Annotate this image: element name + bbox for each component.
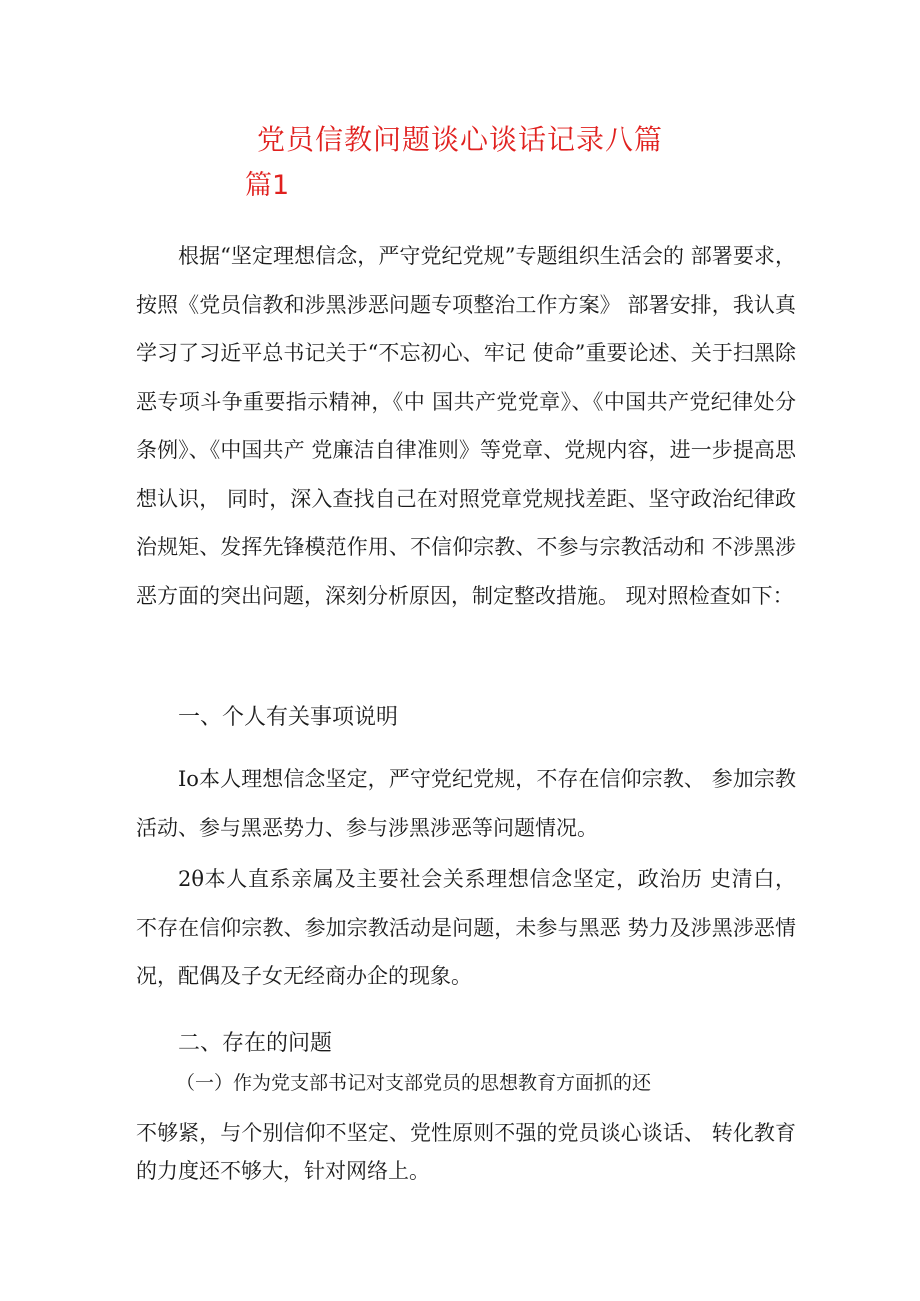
subsection-body-1: 不够紧，与个别信仰不坚定、党性原则不强的党员谈心谈话、 转化教育的力度还不够大，针对网络上。	[136, 1121, 796, 1183]
subsection-heading-1: （一）作为党支部书记对支部党员的思想教育方面抓的还	[176, 1072, 652, 1094]
intro-paragraph: 根据“坚定理想信念，严守党纪党规”专题组织生活会的 部署要求，按照《党员信教和涉黑涉恶问题专项整治工作方案》 部署安排，我认真学习了习近平总书记关于“不忘初心、牢记 使命”重要论述、关于扫黑除恶专项斗争重要指示精神，《中 国共产党党章》、《中国共产党纪律处分条例》、《中国共产 党廉洁自律准则》等党章、党规内容，进一步提高思想认识， 同时，深入查找自己在对照党章党规找差距、坚守政治纪律政 治规矩、发挥先锋模范作用、不信仰宗教、不参与宗教活动和 不涉黑涉恶方面的突出问题，深刻分析原因，制定整改措施。 现对照检查如下：	[136, 244, 796, 608]
section-heading-2: 二、存在的问题	[178, 1031, 333, 1056]
document-title: 党员信教问题谈心谈话记录八篇	[256, 123, 663, 156]
chapter-label: 篇1	[245, 170, 290, 201]
item-1-paragraph: Io本人理想信念坚定，严守党纪党规，不存在信仰宗教、 参加宗教活动、参与黑恶势力、参与涉黑涉恶等问题情况。	[136, 767, 796, 840]
item-2-paragraph: 2θ本人直系亲属及主要社会关系理想信念坚定，政治历 史清白，不存在信仰宗教、参加宗教活动是问题，未参与黑恶 势力及涉黑涉恶情况，配偶及子女无经商办企的现象。	[136, 867, 796, 988]
section-heading-1: 一、个人有关事项说明	[178, 705, 399, 730]
